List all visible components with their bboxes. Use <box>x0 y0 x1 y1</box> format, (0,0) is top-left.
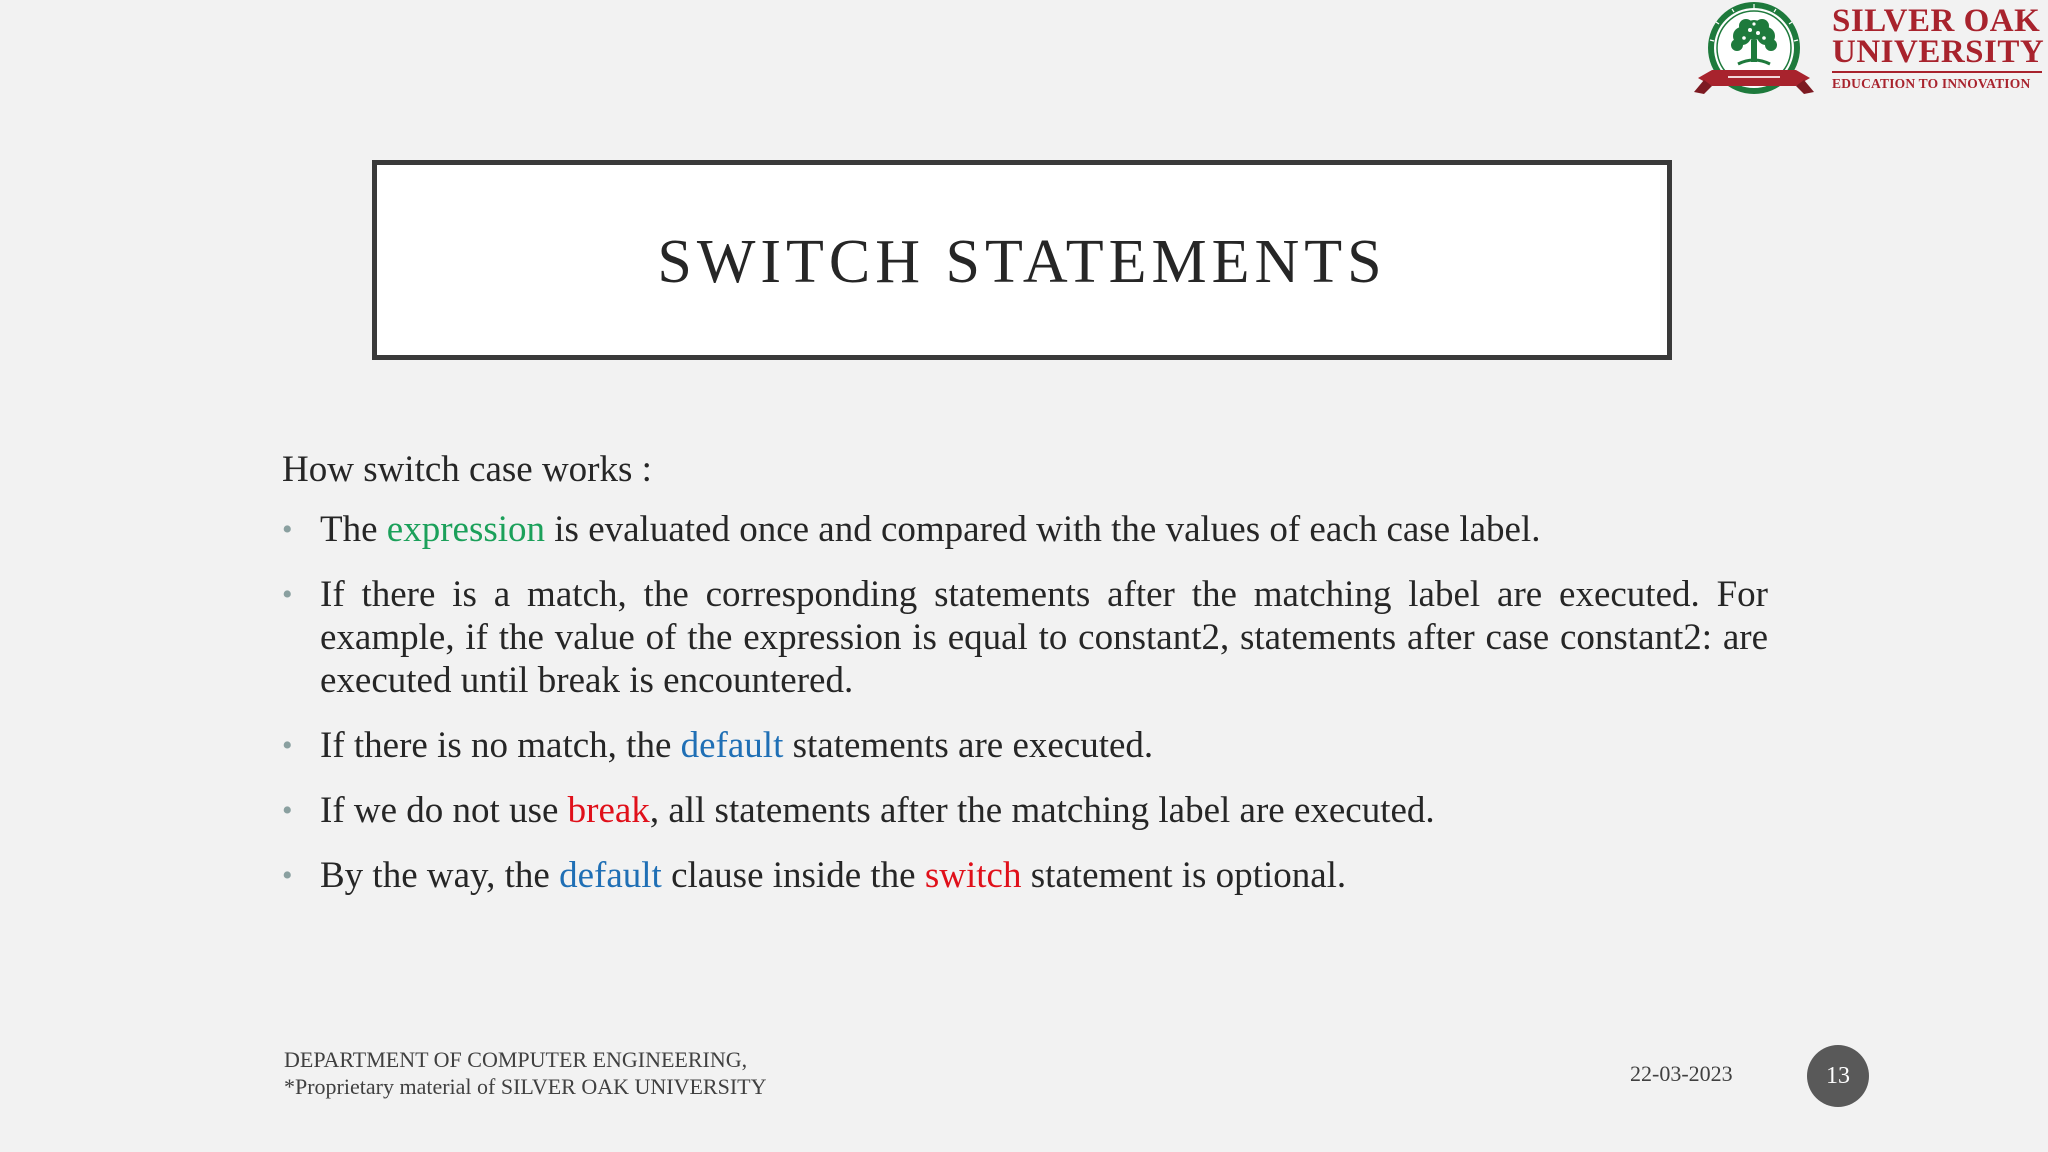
keyword-switch: switch <box>924 855 1022 896</box>
bullet-item <box>282 724 1768 767</box>
keyword-default: default <box>680 725 784 766</box>
bullet-dot-icon: • <box>282 859 293 892</box>
bullet-dot-icon: • <box>282 578 293 611</box>
bullet-text: statement is optional. <box>1021 855 1347 896</box>
logo-tagline: EDUCATION TO INNOVATION <box>1832 76 2031 91</box>
slide-title-box <box>372 160 1672 360</box>
bullet-item <box>282 789 1768 832</box>
bullet-text: is evaluated once and compared with the values of each case label. <box>545 509 1541 550</box>
bullet-text: The <box>320 509 387 550</box>
footer-proprietary: *Proprietary material of SILVER OAK UNIVERSITY <box>284 1074 767 1099</box>
university-emblem-icon <box>1694 0 1826 104</box>
bullet-item <box>282 508 1768 551</box>
footer-date: 22-03-2023 <box>1630 1061 1733 1086</box>
bullet-item <box>282 573 1768 702</box>
footer-department: DEPARTMENT OF COMPUTER ENGINEERING, <box>284 1047 748 1072</box>
bullet-text: , all statements after the matching label are executed. <box>649 790 1435 831</box>
logo-wordmark <box>1832 3 2046 92</box>
bullet-dot-icon: • <box>282 794 293 827</box>
logo-name-line1: SILVER OAK <box>1832 3 2041 39</box>
logo-name-line2: UNIVERSITY <box>1832 34 2045 70</box>
keyword-default: default <box>559 855 662 896</box>
bullet-list <box>282 508 1768 897</box>
page-number-badge <box>1807 1045 1869 1107</box>
bullet-text: If there is a match, the corresponding statements after the matching label are executed. For example, if the value of the expression is equal to constant2, statements after case constant2: are executed until break is encountered. <box>320 574 1768 701</box>
keyword-expression: expression <box>386 509 546 550</box>
slide-body <box>282 448 1768 919</box>
bullet-text: clause inside the <box>661 855 925 896</box>
logo-divider <box>1832 71 2042 73</box>
bullet-dot-icon: • <box>282 729 293 762</box>
university-logo <box>1694 0 2048 104</box>
footer-credits <box>284 1046 767 1100</box>
bullet-text: statements are executed. <box>783 725 1154 766</box>
bullet-text: By the way, the <box>320 855 560 896</box>
bullet-text: If we do not use <box>320 790 568 831</box>
bullet-dot-icon: • <box>282 513 293 546</box>
slide-title: SWITCH STATEMENTS <box>657 227 1387 296</box>
intro-text: How switch case works : <box>282 449 652 490</box>
bullet-item <box>282 854 1768 897</box>
keyword-break: break <box>567 790 650 831</box>
page-number: 13 <box>1826 1062 1850 1089</box>
bullet-text: If there is no match, the <box>320 725 681 766</box>
